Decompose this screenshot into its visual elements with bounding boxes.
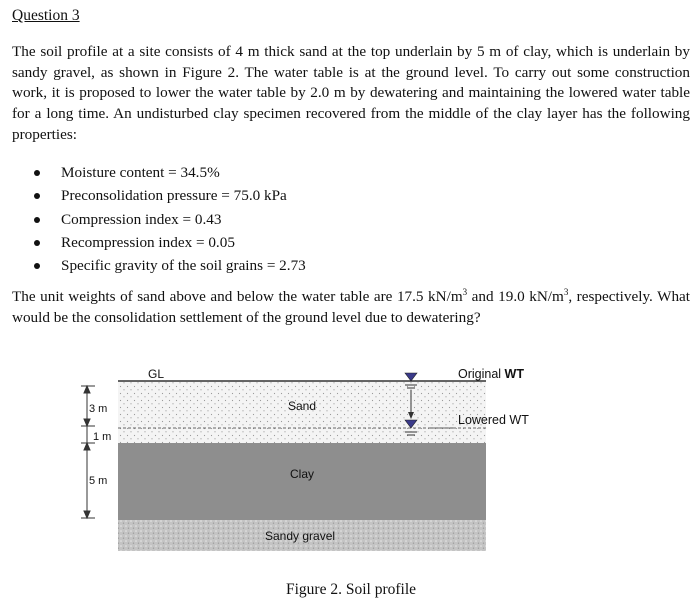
- dim-3m-label: 3 m: [89, 403, 108, 415]
- superscript-3-a: 3: [462, 286, 468, 297]
- figure-caption: Figure 2. Soil profile: [286, 581, 417, 598]
- clay-label: Clay: [290, 467, 315, 481]
- dim-5m-label: 5 m: [89, 475, 108, 487]
- sandy-gravel-label: Sandy gravel: [265, 529, 336, 543]
- problem-paragraph-1: The soil profile at a site consists of 4 m thick sand at the top underlain by 5 m of clay, which is underlain by sandy gravel, as shown in Figure 2. The water table is at the ground level. To carry out some construction work, it is proposed to lower the water table by 2.0 m by dewatering and maintaining the lowered water table for a long time. An undisturbed clay specimen recovered from the middle of the clay layer has the following properties:: [12, 43, 690, 143]
- paragraph2-part1: The unit weights of sand above and below the water table are 17.5 kN/m: [12, 288, 463, 305]
- clay-layer: [118, 443, 486, 520]
- paragraph2-part2: and 19.0 kN/m: [467, 288, 564, 305]
- sand-label: Sand: [288, 399, 317, 413]
- gl-label: GL: [148, 367, 165, 381]
- superscript-3-b: 3: [563, 286, 569, 297]
- dim-1m-label: 1 m: [93, 431, 112, 443]
- paragraph2-part3: , respectively. What would be the consolidation settlement of the ground level due to dewatering?: [12, 288, 690, 326]
- property-specific-gravity: Specific gravity of the soil grains = 2.73: [30, 254, 306, 277]
- property-moisture-content: Moisture content = 34.5%: [30, 161, 306, 184]
- property-compression-index: Compression index = 0.43: [30, 208, 306, 231]
- question-heading: Question 3: [12, 7, 80, 24]
- property-preconsolidation-pressure: Preconsolidation pressure = 75.0 kPa: [30, 184, 306, 207]
- original-wt-text: Original: [458, 367, 505, 381]
- original-wt-label: [458, 367, 524, 381]
- property-recompression-index: Recompression index = 0.05: [30, 231, 306, 254]
- lowered-wt-label: Lowered WT: [458, 413, 529, 427]
- original-wt-bold: WT: [504, 367, 524, 381]
